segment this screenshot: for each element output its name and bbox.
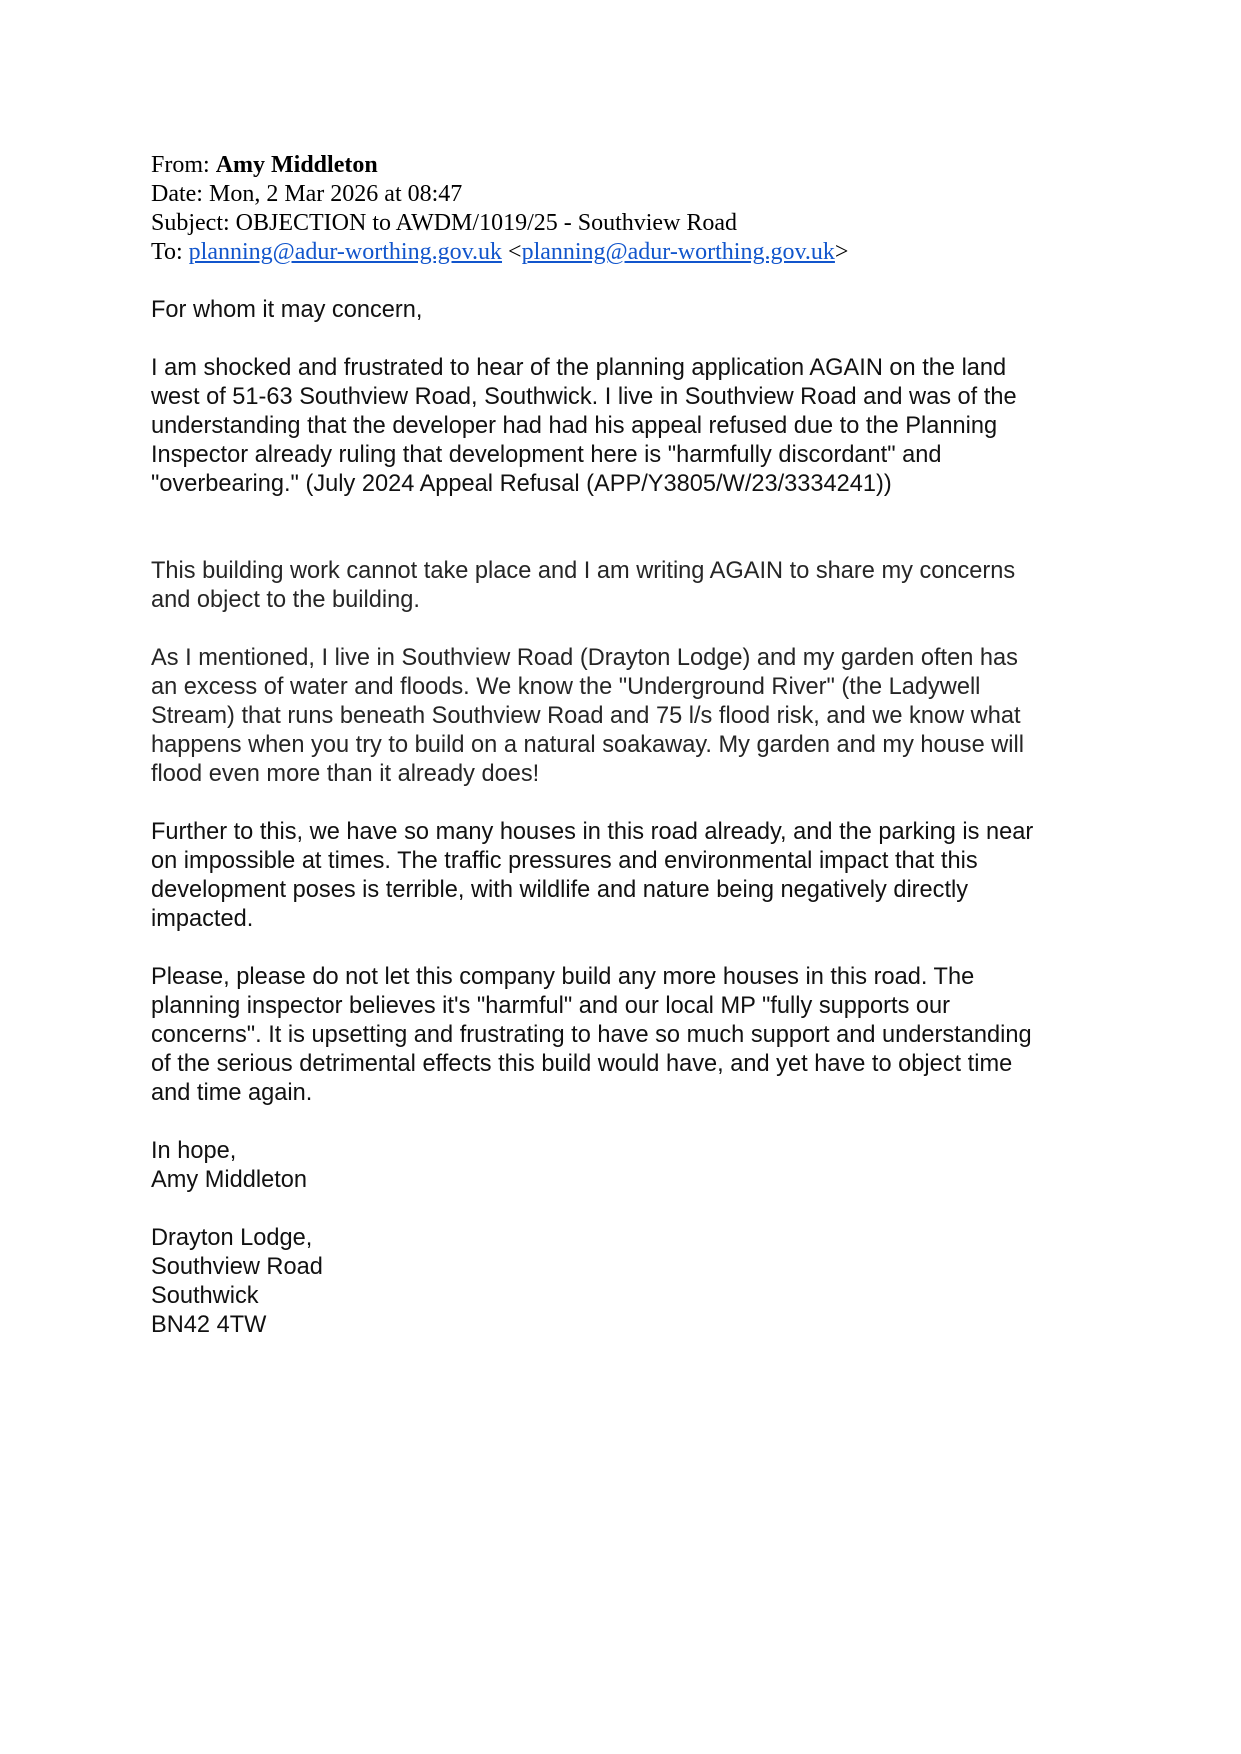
email-document xyxy=(151,151,1151,1340)
text-line: and object to the building. xyxy=(151,587,420,613)
paragraph-4 xyxy=(151,818,1151,934)
subject-line: Subject: OBJECTION to AWDM/1019/25 - Southview Road xyxy=(151,210,738,236)
text-line: happens when you try to build on a natural soakaway. My garden and my house will xyxy=(151,732,1025,758)
signature-name: Amy Middleton xyxy=(151,1167,308,1193)
text-line: impacted. xyxy=(151,906,254,932)
text-line: Please, please do not let this company build any more houses in this road. The xyxy=(151,964,975,990)
paragraph-3 xyxy=(151,644,1151,789)
postcode: BN42 4TW xyxy=(151,1312,267,1338)
date-line: Date: Mon, 2 Mar 2026 at 08:47 xyxy=(151,181,463,207)
greeting: For whom it may concern, xyxy=(151,297,423,323)
text-line: "overbearing." (July 2024 Appeal Refusal (APP/Y3805/W/23/3334241)) xyxy=(151,471,892,497)
address-line: Southwick xyxy=(151,1283,259,1309)
signoff xyxy=(151,1137,1151,1195)
paragraph-5 xyxy=(151,963,1151,1108)
text-line: development poses is terrible, with wildlife and nature being negatively directly xyxy=(151,877,969,903)
text-line: Stream) that runs beneath Southview Road and 75 l/s flood risk, and we know what xyxy=(151,703,1021,729)
text-line: of the serious detrimental effects this build would have, and yet have to object time xyxy=(151,1051,1013,1077)
from-line xyxy=(151,151,1151,180)
sender-address xyxy=(151,1224,1151,1340)
recipient-email-link-bracketed[interactable]: planning@adur-worthing.gov.uk xyxy=(521,239,835,265)
text-line: understanding that the developer had had his appeal refused due to the Planning xyxy=(151,413,998,439)
text-line: an excess of water and floods. We know the "Underground River" (the Ladywell xyxy=(151,674,981,700)
text-line: planning inspector believes it's "harmful" and our local MP "fully supports our xyxy=(151,993,951,1019)
text-line: concerns". It is upsetting and frustrating to have so much support and understanding xyxy=(151,1022,1032,1048)
text-line: Inspector already ruling that development here is "harmfully discordant" and xyxy=(151,442,942,468)
paragraph-1 xyxy=(151,354,1151,499)
from-label: From: xyxy=(151,152,210,178)
to-line: To: planning@adur-worthing.gov.uk <planning@adur-worthing.gov.uk> xyxy=(151,239,849,265)
text-line: I am shocked and frustrated to hear of the planning application AGAIN on the land xyxy=(151,355,1007,381)
text-line: flood even more than it already does! xyxy=(151,761,540,787)
text-line: on impossible at times. The traffic pressures and environmental impact that this xyxy=(151,848,978,874)
text-line: Further to this, we have so many houses in this road already, and the parking is near xyxy=(151,819,1034,845)
closing: In hope, xyxy=(151,1138,237,1164)
paragraph-2 xyxy=(151,557,1151,615)
email-header xyxy=(151,151,1151,267)
sender-name: Amy Middleton xyxy=(215,152,378,178)
text-line: west of 51-63 Southview Road, Southwick. I live in Southview Road and was of the xyxy=(151,384,1017,410)
to-label: To: xyxy=(151,239,183,265)
recipient-email-link[interactable]: planning@adur-worthing.gov.uk xyxy=(188,239,503,265)
address-line: Drayton Lodge, xyxy=(151,1225,313,1251)
text-line: and time again. xyxy=(151,1080,313,1106)
address-line: Southview Road xyxy=(151,1254,323,1280)
text-line: As I mentioned, I live in Southview Road (Drayton Lodge) and my garden often has xyxy=(151,645,1018,671)
text-line: This building work cannot take place and I am writing AGAIN to share my concerns xyxy=(151,558,1016,584)
email-body xyxy=(151,296,1151,1340)
